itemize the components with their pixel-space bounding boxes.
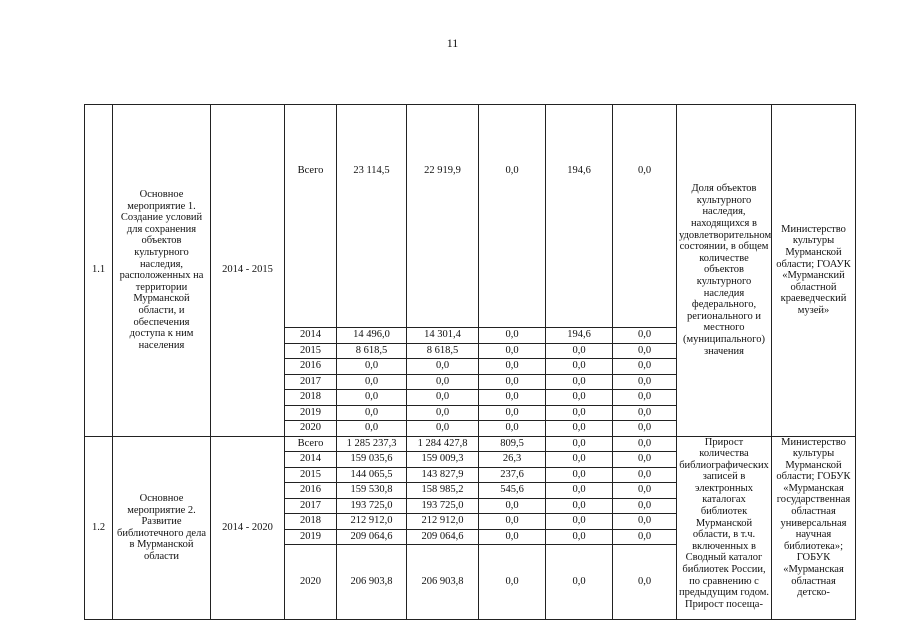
federal-budget-value: 0,0 <box>479 498 546 514</box>
other-sources-value: 0,0 <box>613 105 677 328</box>
regional-budget-value: 8 618,5 <box>407 343 479 359</box>
year-cell: Всего <box>285 436 337 452</box>
other-sources-value: 0,0 <box>613 467 677 483</box>
year-cell: 2019 <box>285 529 337 545</box>
table-body <box>85 105 856 620</box>
federal-budget-value: 0,0 <box>479 359 546 375</box>
other-sources-value: 0,0 <box>613 483 677 499</box>
other-sources-value: 0,0 <box>613 514 677 530</box>
local-budget-value: 0,0 <box>546 529 613 545</box>
regional-budget-value: 159 009,3 <box>407 452 479 468</box>
other-sources-value: 0,0 <box>613 545 677 620</box>
total-value: 212 912,0 <box>337 514 407 530</box>
federal-budget-value: 26,3 <box>479 452 546 468</box>
other-sources-value: 0,0 <box>613 343 677 359</box>
row-index: 1.2 <box>85 436 113 620</box>
table-row <box>85 436 856 452</box>
total-value: 23 114,5 <box>337 105 407 328</box>
federal-budget-value: 0,0 <box>479 390 546 406</box>
local-budget-value: 0,0 <box>546 483 613 499</box>
table-row <box>85 105 856 328</box>
local-budget-value: 0,0 <box>546 452 613 468</box>
row-index: 1.1 <box>85 105 113 437</box>
other-sources-value: 0,0 <box>613 374 677 390</box>
federal-budget-value: 0,0 <box>479 374 546 390</box>
federal-budget-value: 0,0 <box>479 545 546 620</box>
year-cell: 2016 <box>285 483 337 499</box>
year-cell: 2020 <box>285 421 337 437</box>
federal-budget-value: 809,5 <box>479 436 546 452</box>
federal-budget-value: 237,6 <box>479 467 546 483</box>
local-budget-value: 0,0 <box>546 374 613 390</box>
indicator-cell: Прирост количества библиографических записей в электронных каталогах библиотек Мурманской области, в т.ч. включенных в Сводный каталог библиотек России, по сравнению с предыдущим годом. Прирост посеща- <box>677 436 772 620</box>
other-sources-value: 0,0 <box>613 498 677 514</box>
total-value: 8 618,5 <box>337 343 407 359</box>
total-value: 193 725,0 <box>337 498 407 514</box>
local-budget-value: 0,0 <box>546 343 613 359</box>
regional-budget-value: 1 284 427,8 <box>407 436 479 452</box>
total-value: 144 065,5 <box>337 467 407 483</box>
activity-name: Основное мероприятие 2. Развитие библиотечного дела в Мурманской области <box>113 436 211 620</box>
federal-budget-value: 0,0 <box>479 405 546 421</box>
total-value: 159 530,8 <box>337 483 407 499</box>
other-sources-value: 0,0 <box>613 390 677 406</box>
local-budget-value: 0,0 <box>546 545 613 620</box>
regional-budget-value: 0,0 <box>407 390 479 406</box>
regional-budget-value: 206 903,8 <box>407 545 479 620</box>
local-budget-value: 0,0 <box>546 498 613 514</box>
year-cell: 2018 <box>285 514 337 530</box>
year-cell: Всего <box>285 105 337 328</box>
period: 2014 - 2015 <box>211 105 285 437</box>
local-budget-value: 0,0 <box>546 514 613 530</box>
federal-budget-value: 0,0 <box>479 328 546 344</box>
regional-budget-value: 22 919,9 <box>407 105 479 328</box>
other-sources-value: 0,0 <box>613 359 677 375</box>
local-budget-value: 0,0 <box>546 359 613 375</box>
federal-budget-value: 0,0 <box>479 421 546 437</box>
local-budget-value: 194,6 <box>546 105 613 328</box>
year-cell: 2014 <box>285 328 337 344</box>
local-budget-value: 0,0 <box>546 421 613 437</box>
other-sources-value: 0,0 <box>613 529 677 545</box>
total-value: 0,0 <box>337 374 407 390</box>
executor-cell: Министерство культуры Мурманской области; ГОАУК «Мурманский областной краеведческий музей» <box>772 105 856 437</box>
regional-budget-value: 209 064,6 <box>407 529 479 545</box>
local-budget-value: 0,0 <box>546 467 613 483</box>
local-budget-value: 0,0 <box>546 436 613 452</box>
year-cell: 2018 <box>285 390 337 406</box>
federal-budget-value: 545,6 <box>479 483 546 499</box>
other-sources-value: 0,0 <box>613 328 677 344</box>
total-value: 159 035,6 <box>337 452 407 468</box>
federal-budget-value: 0,0 <box>479 514 546 530</box>
other-sources-value: 0,0 <box>613 436 677 452</box>
regional-budget-value: 14 301,4 <box>407 328 479 344</box>
regional-budget-value: 212 912,0 <box>407 514 479 530</box>
total-value: 209 064,6 <box>337 529 407 545</box>
year-cell: 2020 <box>285 545 337 620</box>
executor-cell: Министерство культуры Мурманской области; ГОБУК «Мурманская государственная областная универсальная научная библиотека»; ГОБУК «Мурманская областная детско- <box>772 436 856 620</box>
regional-budget-value: 143 827,9 <box>407 467 479 483</box>
regional-budget-value: 158 985,2 <box>407 483 479 499</box>
total-value: 0,0 <box>337 421 407 437</box>
year-cell: 2017 <box>285 498 337 514</box>
year-cell: 2015 <box>285 343 337 359</box>
regional-budget-value: 0,0 <box>407 421 479 437</box>
total-value: 1 285 237,3 <box>337 436 407 452</box>
federal-budget-value: 0,0 <box>479 529 546 545</box>
total-value: 206 903,8 <box>337 545 407 620</box>
total-value: 0,0 <box>337 359 407 375</box>
other-sources-value: 0,0 <box>613 405 677 421</box>
regional-budget-value: 0,0 <box>407 374 479 390</box>
federal-budget-value: 0,0 <box>479 343 546 359</box>
regional-budget-value: 193 725,0 <box>407 498 479 514</box>
local-budget-value: 194,6 <box>546 328 613 344</box>
local-budget-value: 0,0 <box>546 405 613 421</box>
year-cell: 2019 <box>285 405 337 421</box>
total-value: 0,0 <box>337 390 407 406</box>
other-sources-value: 0,0 <box>613 452 677 468</box>
regional-budget-value: 0,0 <box>407 359 479 375</box>
page-number: 11 <box>446 36 459 50</box>
other-sources-value: 0,0 <box>613 421 677 437</box>
activity-name: Основное мероприятие 1. Создание условий для сохранения объектов культурного наследия, расположенных на территории Мурманской области, и обеспечения доступа к ним населения <box>113 105 211 437</box>
program-table <box>84 104 856 620</box>
total-value: 0,0 <box>337 405 407 421</box>
year-cell: 2016 <box>285 359 337 375</box>
year-cell: 2014 <box>285 452 337 468</box>
indicator-cell: Доля объектов культурного наследия, находящихся в удовлетворительном состоянии, в общем количестве объектов культурного наследия федерального, регионального и местного (муниципального) значения <box>677 105 772 437</box>
regional-budget-value: 0,0 <box>407 405 479 421</box>
federal-budget-value: 0,0 <box>479 105 546 328</box>
local-budget-value: 0,0 <box>546 390 613 406</box>
year-cell: 2015 <box>285 467 337 483</box>
period: 2014 - 2020 <box>211 436 285 620</box>
year-cell: 2017 <box>285 374 337 390</box>
total-value: 14 496,0 <box>337 328 407 344</box>
